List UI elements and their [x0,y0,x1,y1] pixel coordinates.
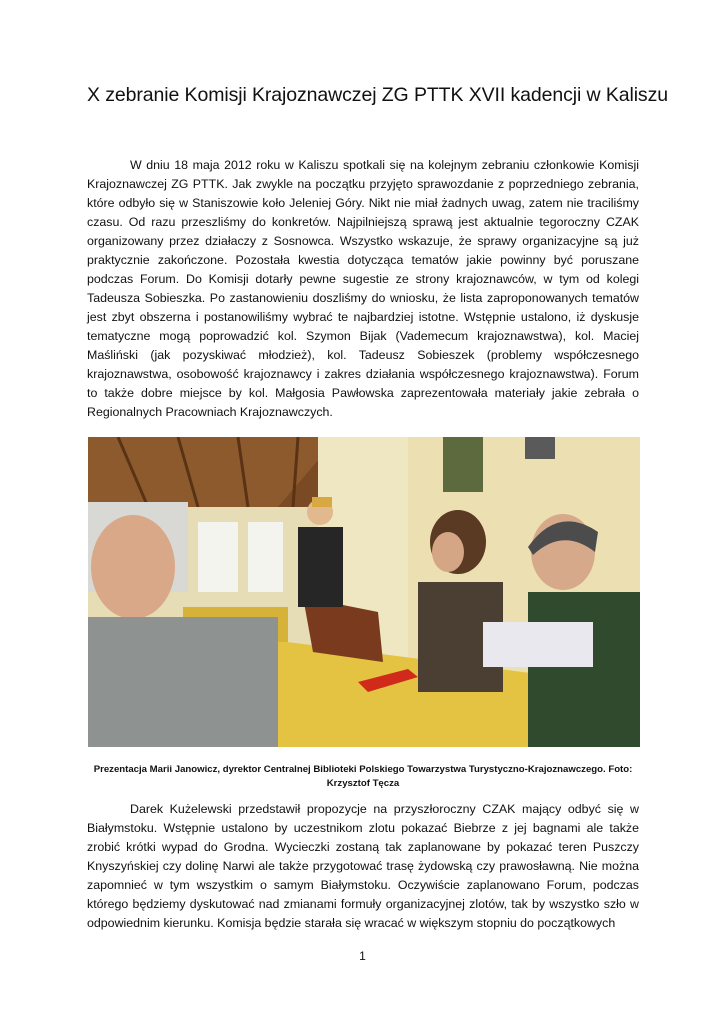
page-number: 1 [359,949,366,963]
photo-caption: Prezentacja Marii Janowicz, dyrektor Centralnej Biblioteki Polskiego Towarzystwa Turystyczno-Krajoznawczego. Foto: Krzysztof Tęcza [93,764,633,789]
paragraph-2: Darek Kużelewski przedstawił propozycje na przyszłoroczny CZAK mający odbyć się w Białymstoku. Wstępnie ustalono by uczestnikom zlotu pokazać Biebrze z jej bagnami ale także zrobić krótki wypad do Grodna. Wycieczki zostaną tak zaplanowane by pokazać teren Puszczy Knyszyńskiej czy dolinę Narwi ale także przygotować trasę żydowską czy prawosławną. Nie można zapomnieć w tym wszystkim o samym Białymstoku. Oczywiście zaplanowano Forum, podczas którego będziemy dyskutować nad zmianami formuły organizacyjnej zlotów, tak by wszystko szło w odpowiednim kierunku. Komisja będzie starała się wracać w większym stopniu do początkowych [87,802,639,930]
meeting-photo [88,437,640,747]
paragraph-1: W dniu 18 maja 2012 roku w Kaliszu spotkali się na kolejnym zebraniu członkowie Komisji Krajoznawczej ZG PTTK. Jak zwykle na początku przyjęto sprawozdanie z poprzedniego zebrania, które odbyło się w Staniszowie koło Jeleniej Góry. Nikt nie miał żadnych uwag, zatem nie traciliśmy czasu. Od razu przeszliśmy do konkretów. Najpilniejszą sprawą jest aktualnie tegoroczny CZAK organizowany przez działaczy z Sosnowca. Wszystko wskazuje, że sprawy organizacyjne są już praktycznie zakończone. Pozostała kwestia dotycząca tematów jakie powinny być poruszane podczas Forum. Do Komisji dotarły pewne sugestie ze strony krajoznawców, w tym od kolegi Tadeusza Sobieszka. Po zastanowieniu doszliśmy do wniosku, że lista zaproponowanych tematów jest zbyt obszerna i postanowiliśmy wybrać te najbardziej istotne. Wstępnie ustalono, iż dyskusje tematyczne mogą poprowadzić kol. Szymon Bijak (Vademecum krajoznawstwa), kol. Maciej Maśliński (jak pozyskiwać młodzież), kol. Tadeusz Sobieszek (problemy współczesnego krajoznawstwa, osobowość krajoznawcy i zakres działania współczesnego krajoznawstwa). Forum to także dobre miejsce by kol. Małgosia Pawłowska zaprezentowała materiały jakie zebrała o Regionalnych Pracowniach Krajoznawczych. [87,158,639,419]
document-title: X zebranie Komisji Krajoznawczej ZG PTTK XVII kadencji w Kaliszu [87,84,668,106]
